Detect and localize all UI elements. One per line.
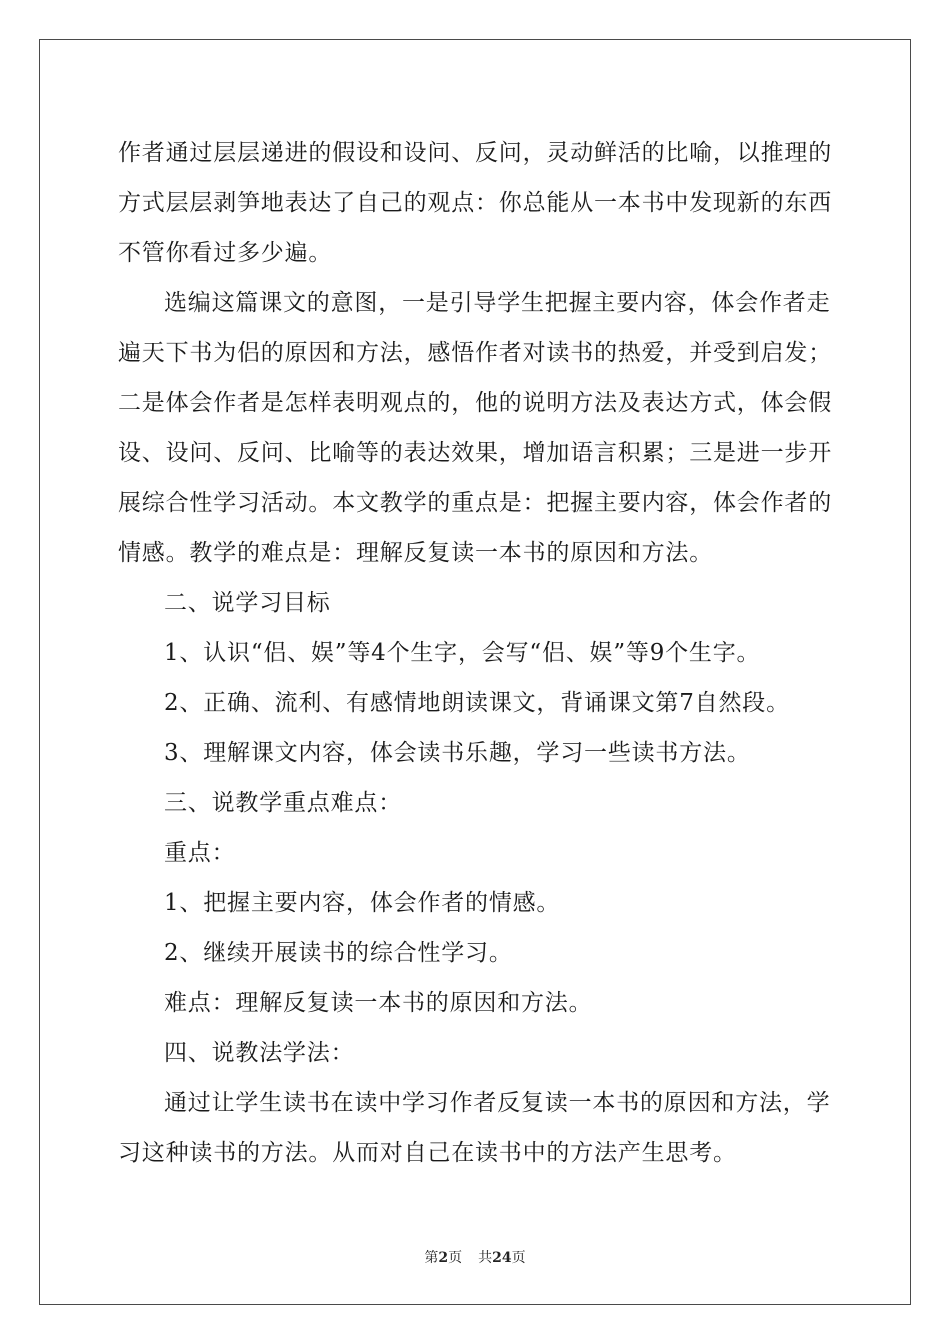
key-point-item: 1、把握主要内容，体会作者的情感。: [164, 890, 561, 916]
page-prefix: 第: [424, 1250, 439, 1266]
paragraph-line: 设、设问、反问、比喻等的表达效果，增加语言积累；三是进一步开: [118, 440, 832, 466]
paragraph-line: 习这种读书的方法。从而对自己在读书中的方法产生思考。: [118, 1140, 737, 1166]
total-suffix: 页: [511, 1250, 526, 1266]
page-footer: [0, 1247, 950, 1267]
total-prefix: 共: [478, 1250, 493, 1266]
paragraph-line: 情感。教学的难点是：理解反复读一本书的原因和方法。: [118, 540, 713, 566]
paragraph-line: 遍天下书为侣的原因和方法，感悟作者对读书的热爱，并受到启发；: [118, 340, 832, 366]
paragraph-line: 展综合性学习活动。本文教学的重点是：把握主要内容，体会作者的: [118, 490, 832, 516]
section-heading-learning-goals: 二、说学习目标: [164, 590, 331, 616]
key-point-item: 2、继续开展读书的综合性学习。: [164, 940, 513, 966]
section-heading-key-points: 三、说教学重点难点：: [164, 790, 402, 816]
paragraph-line: 作者通过层层递进的假设和设问、反问，灵动鲜活的比喻，以推理的: [118, 140, 832, 166]
key-points-label: 重点：: [164, 840, 236, 866]
page-suffix: 页: [448, 1250, 463, 1266]
paragraph-line: 方式层层剥笋地表达了自己的观点：你总能从一本书中发现新的东西: [118, 190, 832, 216]
paragraph-line: 选编这篇课文的意图，一是引导学生把握主要内容，体会作者走: [164, 290, 831, 316]
paragraph-line: 二是体会作者是怎样表明观点的，他的说明方法及表达方式，体会假: [118, 390, 832, 416]
paragraph-line: 不管你看过多少遍。: [118, 240, 333, 266]
page-number: 2: [438, 1250, 449, 1266]
document-body: [118, 128, 834, 1178]
difficulty-item: 难点：理解反复读一本书的原因和方法。: [164, 990, 593, 1016]
paragraph-line: 通过让学生读书在读中学习作者反复读一本书的原因和方法，学: [164, 1090, 831, 1116]
goal-item: 2、正确、流利、有感情地朗读课文，背诵课文第7自然段。: [164, 690, 790, 716]
total-pages: 24: [492, 1250, 512, 1266]
goal-item: 1、认识“侣、娱”等4个生字，会写“侣、娱”等9个生字。: [164, 640, 761, 666]
section-heading-teaching-methods: 四、说教法学法：: [164, 1040, 355, 1066]
goal-item: 3、理解课文内容，体会读书乐趣，学习一些读书方法。: [164, 740, 751, 766]
